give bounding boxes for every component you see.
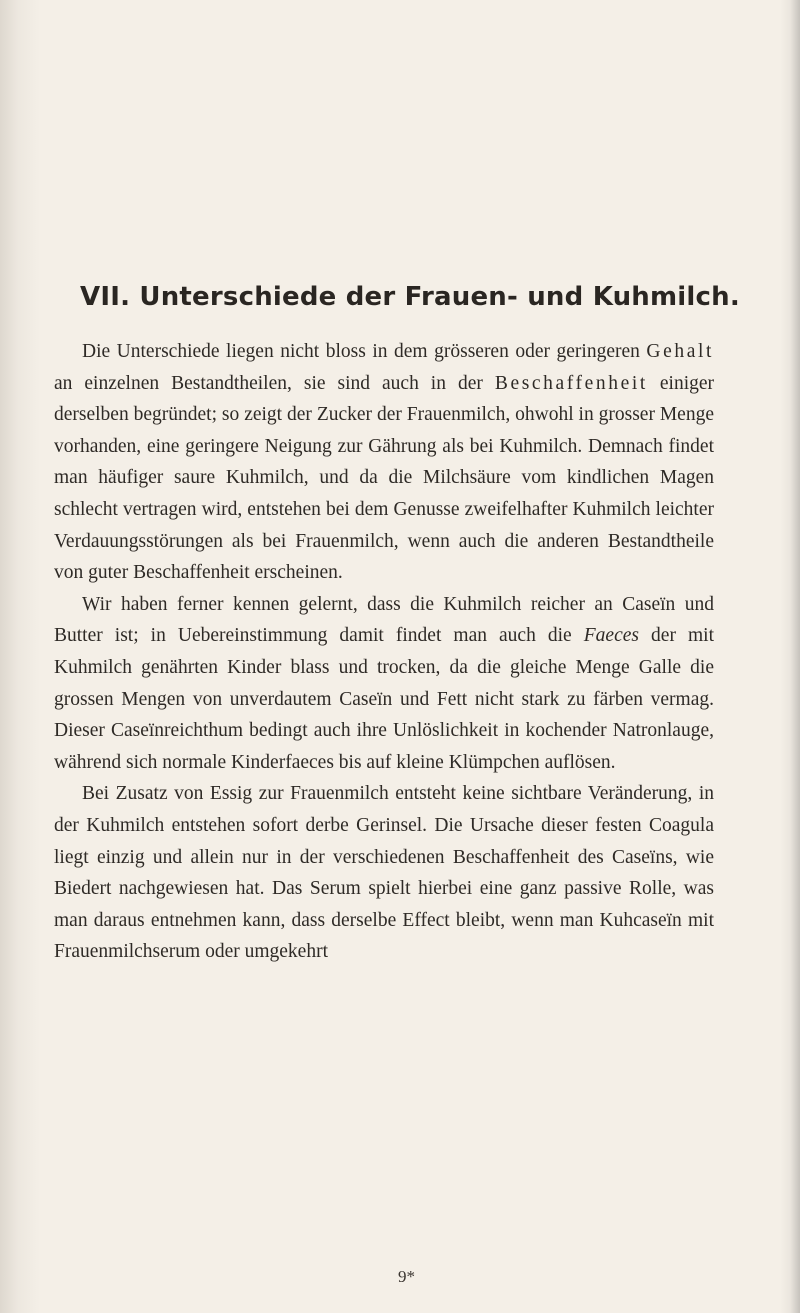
paragraph-1 xyxy=(54,336,714,589)
paragraph-1-text-c: einiger derselben begründet; so zeigt der Zucker der Frauenmilch, ohwohl in grosser Menge vorhanden, eine geringere Neigung zur Gährung als bei Kuhmilch. Demnach findet man häufiger saure Kuhmilch, und da die Milchsäure vom kindlichen Magen schlecht vertragen wird, entstehen bei dem Genusse zweifelhafter Kuhmilch leichter Verdauungsstörungen als bei Frauenmilch, wenn auch die anderen Bestandtheile von guter Beschaffenheit erscheinen. xyxy=(54,372,715,584)
signature-mark: 9* xyxy=(398,1267,415,1286)
paragraph-2-text-a: Wir haben ferner kennen gelernt, dass die Kuhmilch reicher an Caseïn und Butter ist; in Uebereinstimmung damit findet man auch die xyxy=(54,593,714,647)
body-text xyxy=(54,336,714,968)
paragraph-1-text-a: Die Unterschiede liegen nicht bloss in dem grösseren oder geringeren xyxy=(82,341,647,362)
paragraph-1-spaced-gehalt: Gehalt xyxy=(646,341,714,362)
paragraph-1-text-b: an einzelnen Bestandtheilen, sie sind auch in der xyxy=(54,372,495,394)
paragraph-3-text-a: Bei Zusatz von Essig zur Frauenmilch entsteht keine sichtbare Veränderung, in der Kuhmilch entstehen sofort derbe Gerinsel. Die Ursache dieser festen Coagula liegt einzig und allein nur in der verschiedenen Beschaffenheit des Caseïns, wie Biedert nachgewiesen hat. Das Serum spielt hierbei eine ganz passive Rolle, was man daraus entnehmen kann, dass derselbe Effect bleibt, wenn man Kuhcaseïn mit Frauenmilchserum oder umgekehrt xyxy=(54,783,714,963)
section-heading: VII. Unterschiede der Frauen- und Kuhmilch. xyxy=(80,282,740,312)
paragraph-2-text-b: der mit Kuhmilch genährten Kinder blass und trocken, da die gleiche Menge Galle die grossen Mengen von unverdautem Caseïn und Fett nicht stark zu färben vermag. Dieser Caseïnreichthum bedingt auch ihre Unlöslichkeit in kochender Natronlauge, während sich normale Kinderfaeces bis auf kleine Klümpchen auflösen. xyxy=(54,625,714,773)
paragraph-2 xyxy=(54,589,714,779)
paragraph-3 xyxy=(54,778,714,968)
paragraph-2-italic-faeces: Faeces xyxy=(583,625,639,647)
paragraph-1-spaced-beschaffenheit: Beschaffenheit xyxy=(494,372,648,394)
